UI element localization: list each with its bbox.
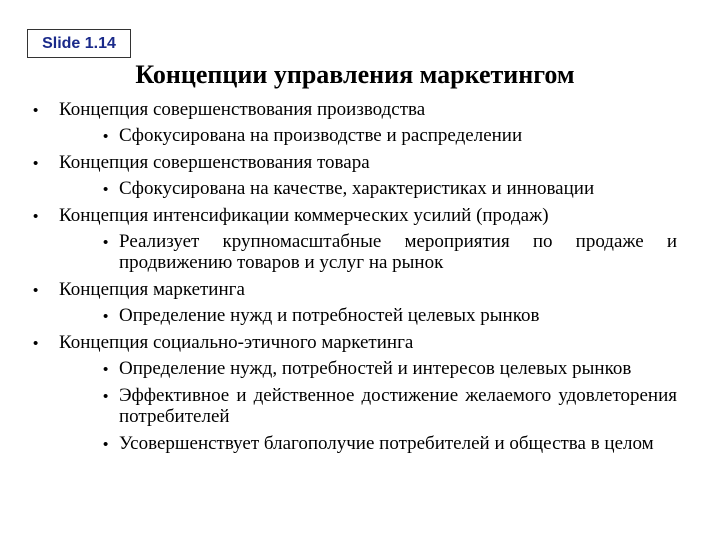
- sub-list-item-text: Определение нужд и потребностей целевых рынков: [119, 305, 540, 326]
- sub-list-item: [0, 430, 720, 454]
- sub-list-item-text: Эффективное и действенное достижение желаемого удовлеторения потребителей: [119, 385, 677, 427]
- list-item: [0, 329, 720, 353]
- sub-list-item: [0, 355, 720, 379]
- sub-list-item: [0, 122, 720, 146]
- bullet-list: [0, 96, 720, 457]
- sub-list-item: [0, 382, 720, 427]
- sub-list-item: [0, 302, 720, 326]
- sub-list-item-text: Сфокусирована на качестве, характеристиках и инновации: [119, 178, 595, 199]
- slide-number-badge: Slide 1.14: [27, 29, 131, 58]
- list-item: [0, 96, 720, 120]
- bullet-icon: •: [103, 308, 109, 325]
- sub-list-item-text: Сфокусирована на производстве и распределении: [119, 125, 523, 146]
- list-item-text: Концепция маркетинга: [59, 279, 245, 300]
- bullet-icon: •: [103, 436, 109, 453]
- list-item-text: Концепция совершенствования производства: [59, 99, 426, 120]
- sub-list-item: [0, 228, 720, 273]
- sub-list-item-text: Реализует крупномасштабные мероприятия по продаже и продвижению товаров и услуг на рынок: [119, 231, 677, 273]
- list-item: [0, 202, 720, 226]
- bullet-icon: •: [33, 335, 39, 352]
- bullet-icon: •: [33, 282, 39, 299]
- slide-title: Концепции управления маркетингом: [135, 60, 575, 89]
- bullet-icon: •: [103, 361, 109, 378]
- list-item: [0, 149, 720, 173]
- sub-list-item-text: Определение нужд, потребностей и интересов целевых рынков: [119, 358, 632, 379]
- bullet-icon: •: [33, 155, 39, 172]
- list-item-text: Концепция совершенствования товара: [59, 152, 370, 173]
- bullet-icon: •: [103, 128, 109, 145]
- bullet-icon: •: [103, 388, 109, 405]
- bullet-icon: •: [33, 102, 39, 119]
- bullet-icon: •: [103, 181, 109, 198]
- bullet-icon: •: [33, 208, 39, 225]
- list-item-text: Концепция социально-этичного маркетинга: [59, 332, 414, 353]
- list-item: [0, 276, 720, 300]
- sub-list-item: [0, 175, 720, 199]
- sub-list-item-text: Усовершенствует благополучие потребителей и общества в целом: [119, 433, 654, 454]
- bullet-icon: •: [103, 234, 109, 251]
- list-item-text: Концепция интенсификации коммерческих усилий (продаж): [59, 205, 549, 226]
